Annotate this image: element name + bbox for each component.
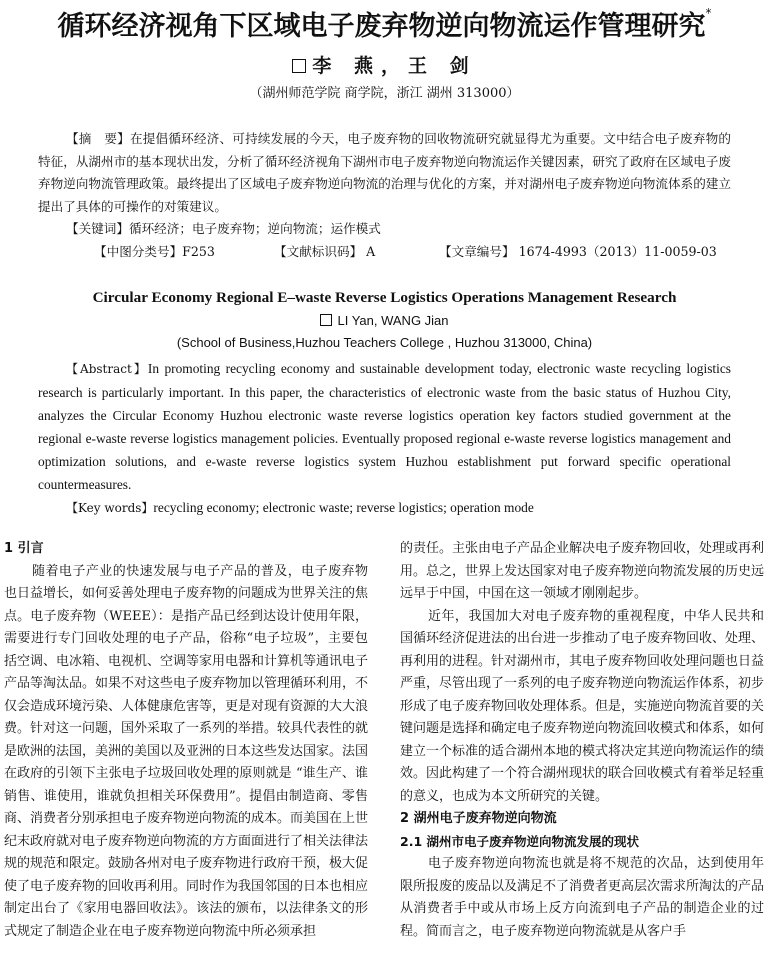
paper-title: 循环经济视角下区域电子废弃物逆向物流运作管理研究* xyxy=(57,6,712,42)
title-footnote-mark: * xyxy=(705,6,712,20)
english-keywords-label: 【Key words】 xyxy=(66,501,154,515)
english-abstract xyxy=(38,357,731,520)
abstract-paragraph xyxy=(38,128,731,218)
english-title: Circular Economy Regional E–waste Reverse Logistics Operations Management Research xyxy=(92,289,677,306)
section-1-heading: 1 引言 xyxy=(4,541,44,556)
section-2-1-paragraph: 电子废弃物逆向物流也就是将不规范的次品，达到使用年限所报废的废品以及满足不了消费者更高层次需求所淘汰的产品从消费者手中或从市场上反方向流到电子产品的制造企业的过程。简而言之，电子废弃物逆向物流就是从客户手 xyxy=(400,856,765,939)
abstract-text: 在提倡循环经济、可持续发展的今天，电子废弃物的回收物流研究就显得尤为重要。文中结合电子废弃物的特征，从湖州市的基本现状出发，分析了循环经济视角下湖州市电子废弃物逆向物流运作关键因素，研究了政府在区域电子废弃物逆向物流管理政策。最终提出了区域电子废弃物逆向物流的治理与优化的方案，并对湖州电子废弃物逆向物流体系的建立提出了具体的可操作的对策建议。 xyxy=(38,131,732,214)
chinese-abstract xyxy=(38,128,731,263)
english-keywords-row xyxy=(38,496,731,520)
article-no-cell: 【文章编号】 1674-4993（2013）11-0059-03 xyxy=(439,243,717,259)
authors: 李 燕，王 剑 xyxy=(312,55,477,77)
section-2-heading: 2 湖州电子废弃物逆向物流 xyxy=(400,811,557,826)
continued-paragraph: 的责任。主张由电子产品企业解决电子废弃物回收，处理或再利用。总之，世界上发达国家对电子废弃物逆向物流发展的历史远远早于中国，中国在这一领域才刚刚起步。 xyxy=(400,541,765,601)
keywords-row xyxy=(38,218,731,241)
doc-code-cell: 【文献标识码】 A xyxy=(274,243,376,259)
section-1-paragraph: 随着电子产业的快速发展与电子产品的普及，电子废弃物也日益增长，如何妥善处理电子废弃物的问题成为世界关注的焦点。电子废弃物（WEEE）：是指产品已经到达设计使用年限，需要进行专门回收处理的电子产品，俗称“电子垃圾”，主要包括空调、电冰箱、电视机、空调等家用电器和计算机等通讯电子产品等淘汰品。如果不对这些电子废弃物加以管理循环利用，不仅会造成环境污染、人体健康危害等，更是对现有资源的大大浪费。针对这一问题，国外采取了一系列的举措。较具代表性的就是欧洲的法国，美洲的美国以及亚洲的日本这些发达国家。法国在政府的引领下主张电子垃圾回收处理的原则就是 “谁生产、谁销售、谁使用，谁就负担相关环保费用”。提倡由制造商、零售商、消费者分别承担电子废弃物逆向物流的成本。而美国在上世纪末政府就对电子废弃物逆向物流的方方面面进行了相关法律法规的规范和限定。鼓励各州对电子废弃物进行政府干预，极大促使了电子废弃物的回收再利用。同时作为我国邻国的日本也相应制定出台了《家用电器回收法》。该法的颁布，以法律条文的形式规定了制造企业在电子废弃物逆向物流中所必须承担 xyxy=(4,563,369,939)
author-box-icon xyxy=(292,59,306,73)
keywords-label: 【关键词】 xyxy=(66,221,129,236)
english-abstract-paragraph xyxy=(38,357,731,496)
english-keywords-text: recycling economy; electronic waste; reverse logistics; operation mode xyxy=(153,500,534,515)
english-authors: LI Yan, WANG Jian xyxy=(337,313,449,328)
abstract-label: 【摘 要】 xyxy=(66,131,130,146)
body-right-column xyxy=(400,538,764,943)
section-2-1-heading: 2.1 湖州市电子废弃物逆向物流发展的现状 xyxy=(400,833,639,849)
keywords-text: 循环经济；电子废弃物；逆向物流；运作模式 xyxy=(128,221,381,236)
body-left-column xyxy=(4,538,368,943)
clc-cell: 【中图分类号】F253 xyxy=(94,243,215,259)
section-1-paragraph-2: 近年，我国加大对电子废弃物的重视程度，中华人民共和国循环经济促进法的出台进一步推动了电子废弃物回收、处理、再利用的进程。针对湖州市，其电子废弃物回收处理问题也日益严重，尽管出现了一系列的电子废弃物逆向物流运作体系，初步形成了电子废弃物回收处理体系。但是，实施逆向物流首要的关键问题是选择和确定电子废弃物逆向物流回收模式和体系，如何建立一个标准的适合湖州本地的模式将决定其逆向物流运作的绩效。因此构建了一个符合湖州现状的联合回收模式有着举足轻重的意义，也成为本文所研究的关键。 xyxy=(400,608,765,804)
affiliation: （湖州师范学院 商学院，浙江 湖州 313000） xyxy=(249,86,520,101)
english-author-box-icon xyxy=(320,314,332,326)
english-abstract-label: 【Abstract】 xyxy=(66,362,148,376)
classification-row xyxy=(38,241,731,264)
english-authors-line xyxy=(0,313,769,328)
english-affiliation: (School of Business,Huzhou Teachers College , Huzhou 313000, China) xyxy=(176,335,593,350)
author-line xyxy=(0,51,769,78)
english-abstract-text: In promoting recycling economy and sustainable development today, electronic waste recycling logistics research is particularly important. In this paper, the characteristics of electronic waste from the basic status of Huzhou City, analyzes the Circular Economy Huzhou electronic waste reverse logistics operation key factors studied government at the regional e-waste reverse logistics management policies. Eventually proposed regional e-waste reverse logistics management and optimization solutions, and e-waste reverse logistics system Huzhou establishment put forward specific operational countermeasures. xyxy=(38,361,732,492)
